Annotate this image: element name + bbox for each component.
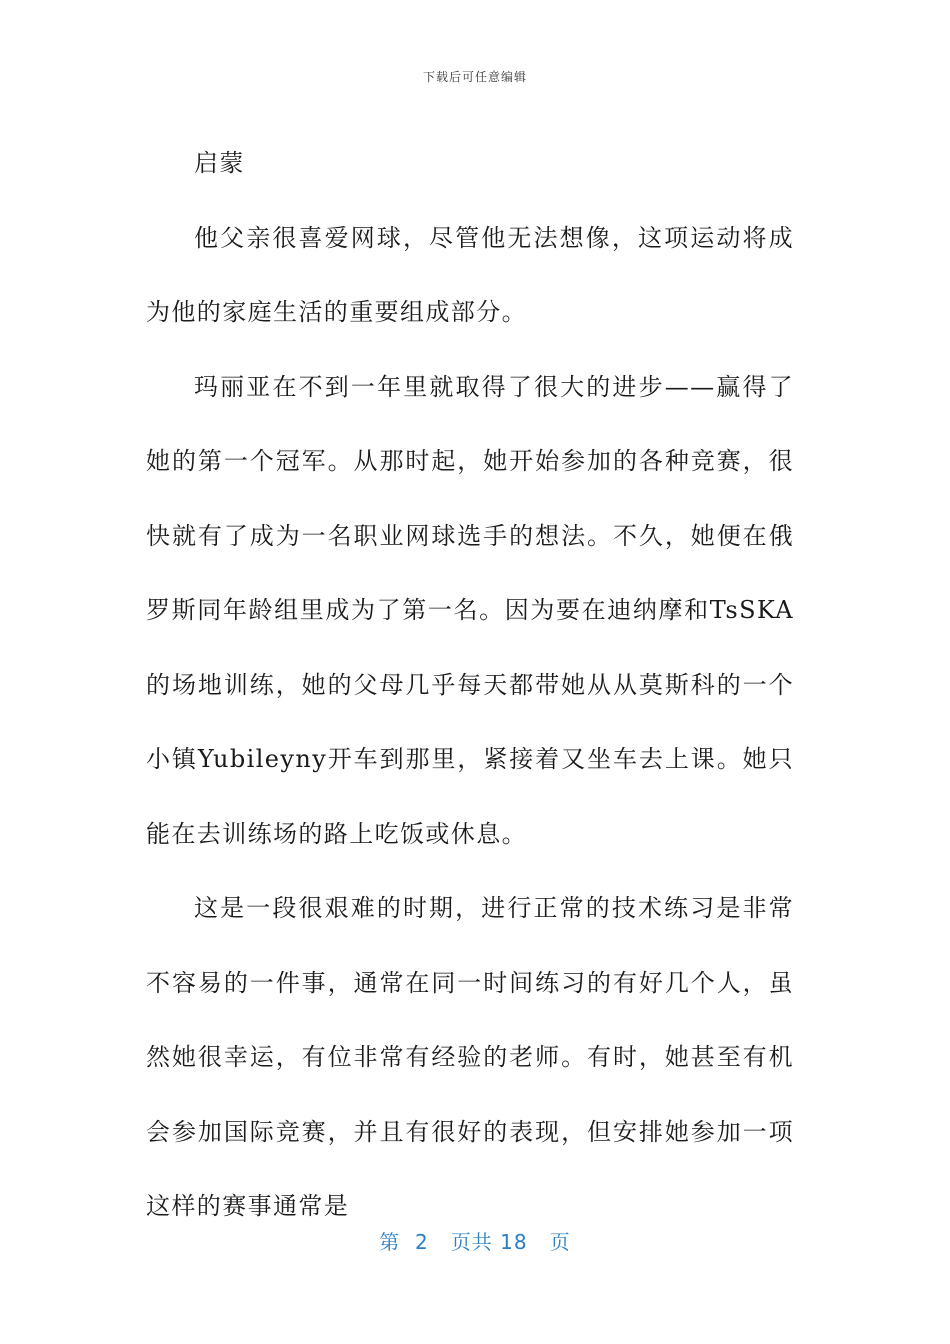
total-pages-number: 18 [500,1230,528,1254]
paragraph: 玛丽亚在不到一年里就取得了很大的进步——赢得了她的第一个冠军。从那时起，她开始参加的各种竞赛，很快就有了成为一名职业网球选手的想法。不久，她便在俄罗斯同年龄组里成为了第一名。因为要在迪纳摩和TsSKA的场地训练，她的父母几乎每天都带她从从莫斯科的一个小镇Yubileyny开车到那里，紧接着又坐车去上课。她只能在去训练场的路上吃饭或休息。 [146,372,794,848]
document-body [146,126,794,1244]
paragraph-heading: 启蒙 [194,149,245,177]
footer-mid: 页共 [450,1230,493,1254]
page-footer [0,1226,950,1255]
paragraph: 他父亲很喜爱网球，尽管他无法想像，这项运动将成为他的家庭生活的重要组成部分。 [146,223,794,326]
paragraph: 这是一段很艰难的时期，进行正常的技术练习是非常不容易的一件事，通常在同一时间练习的有好几个人，虽然她很幸运，有位非常有经验的老师。有时，她甚至有机会参加国际竞赛，并且有很好的表现，但安排她参加一项这样的赛事通常是 [146,894,794,1220]
footer-prefix: 第 [379,1230,401,1254]
header-note: 下载后可任意编辑 [422,70,527,84]
current-page-number: 2 [415,1230,429,1254]
footer-suffix: 页 [549,1230,571,1254]
